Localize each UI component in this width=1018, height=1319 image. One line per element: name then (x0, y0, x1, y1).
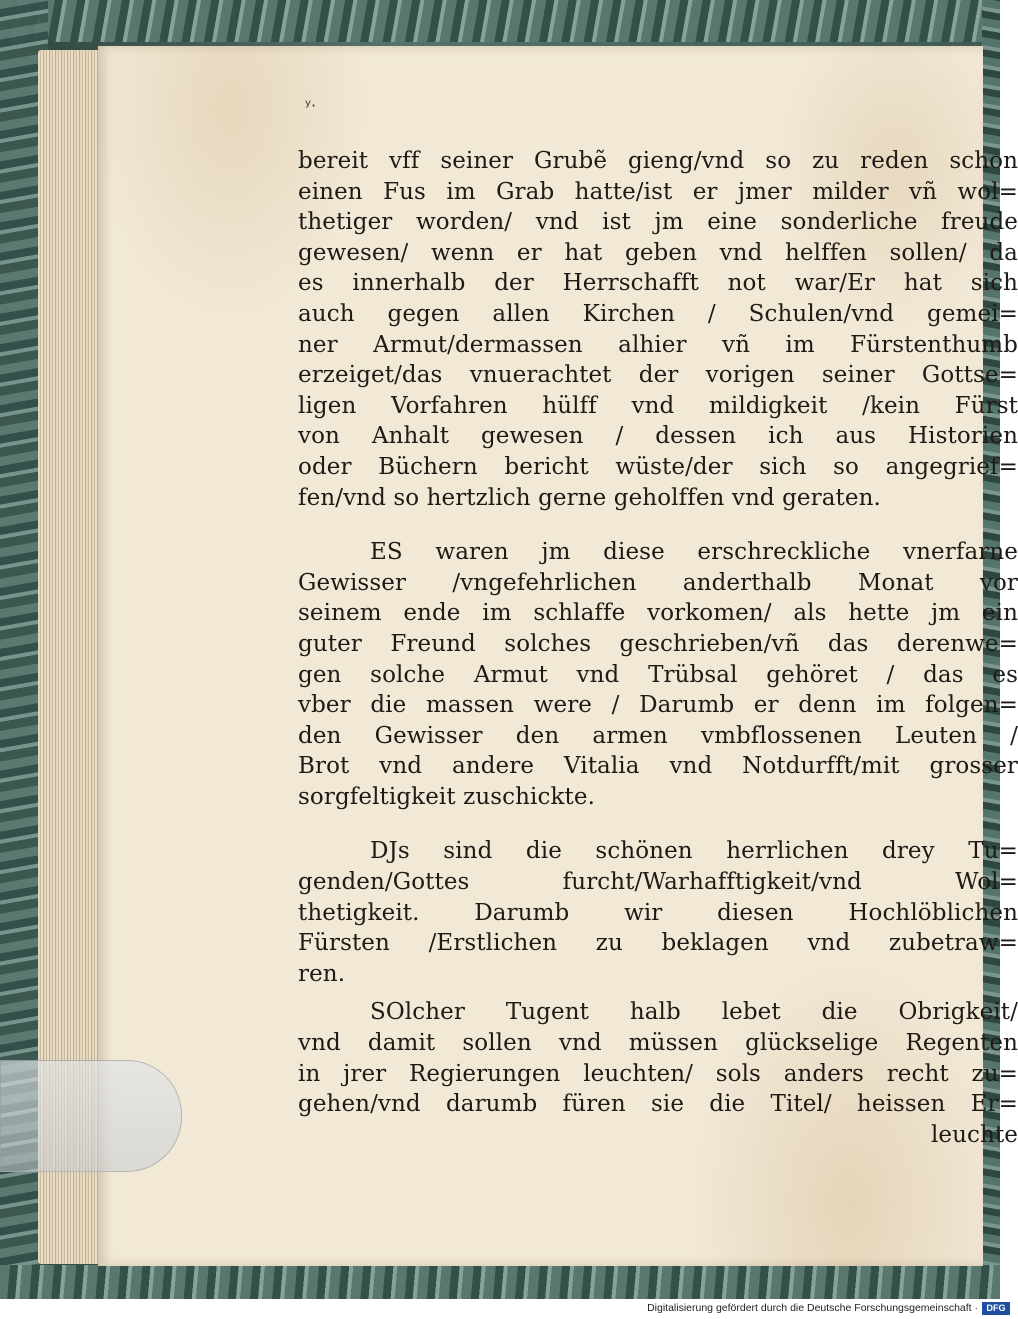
text-line: es innerhalb der Herrschafft not war/Er hat sich (298, 270, 1018, 297)
paragraph-2 (298, 537, 1018, 812)
text-line: erzeiget/das vnuerachtet der vorigen seiner Gottse= (298, 362, 1018, 389)
text-line: den Gewisser den armen vmbflossenen Leuten / (298, 722, 1018, 749)
text-line: vnd damit sollen vnd müssen glückselige Regenten (298, 1030, 1018, 1057)
text-line: in jrer Regierungen leuchten/ sols anders recht zu= (298, 1060, 1018, 1087)
text-line: sorgfeltigkeit zuschickte. (298, 783, 595, 810)
text-line: gen solche Armut vnd Trübsal gehöret / das es (298, 661, 1018, 688)
text-line: seinem ende im schlaffe vorkomen/ als hette jm ein (298, 600, 1018, 627)
page-text (298, 146, 1018, 1150)
paragraph-gap (298, 989, 1018, 997)
dfg-logo: DFG (982, 1302, 1010, 1315)
text-line: gewesen/ wenn er hat geben vnd helffen sollen/ da (298, 239, 1018, 266)
book-page (98, 46, 1018, 1266)
book-cover-top-edge (0, 0, 1000, 42)
paragraph-1 (298, 146, 1018, 513)
text-line: ner Armut/dermassen alhier vñ im Fürstenthumb (298, 331, 1018, 358)
text-line: auch gegen allen Kirchen / Schulen/vnd gemei= (298, 300, 1018, 327)
text-line: einen Fus im Grab hatte/ist er jmer milder vñ wol= (298, 178, 1018, 205)
catchword: leuchte (930, 1121, 1018, 1148)
paragraph-4 (298, 997, 1018, 1150)
text-line: fen/vnd so hertzlich gerne geholffen vnd geraten. (298, 484, 881, 511)
text-line: ren. (298, 960, 346, 987)
text-line: SOlcher Tugent halb lebet die Obrigkeit/ (370, 999, 1018, 1026)
text-line: thetigkeit. Darumb wir diesen Hochlöblichen (298, 899, 1018, 926)
text-line: Brot vnd andere Vitalia vnd Notdurfft/mit grosser (298, 753, 1018, 780)
paragraph-3 (298, 836, 1018, 989)
text-line: DJs sind die schönen herrlichen drey Tu= (370, 838, 1018, 865)
page-corner-mark: ʸ· (305, 96, 317, 115)
text-line: vber die massen were / Darumb er denn im folgen= (298, 692, 1018, 719)
paragraph-gap (298, 812, 1018, 836)
paragraph-gap (298, 513, 1018, 537)
text-line: ES waren jm diese erschreckliche vnerfarne (370, 539, 1018, 566)
text-line: Gewisser /vngefehrlichen anderthalb Monat vor (298, 569, 1018, 596)
text-line: guter Freund solches geschrieben/vñ das derenwe= (298, 630, 1018, 657)
text-line: oder Büchern bericht wüste/der sich so angegrief= (298, 453, 1018, 480)
page-clip (0, 1060, 182, 1172)
text-line: ligen Vorfahren hülff vnd mildigkeit /kein Fürst (298, 392, 1018, 419)
funding-notice: Digitalisierung gefördert durch die Deutsche Forschungsgemeinschaft · (647, 1302, 978, 1314)
text-line: gehen/vnd darumb füren sie die Titel/ heissen Er= (298, 1091, 1018, 1118)
text-line: bereit vff seiner Grubẽ gieng/vnd so zu reden schon (298, 148, 1018, 174)
text-line: von Anhalt gewesen / dessen ich aus Historien (298, 423, 1018, 450)
text-line: genden/Gottes furcht/Warhafftigkeit/vnd Wol= (298, 869, 1018, 896)
text-line: thetiger worden/ vnd ist jm eine sonderliche freude (298, 209, 1018, 236)
text-line: Fürsten /Erstlichen zu beklagen vnd zubetraw= (298, 930, 1018, 957)
book-cover-bottom-edge (0, 1265, 1000, 1299)
